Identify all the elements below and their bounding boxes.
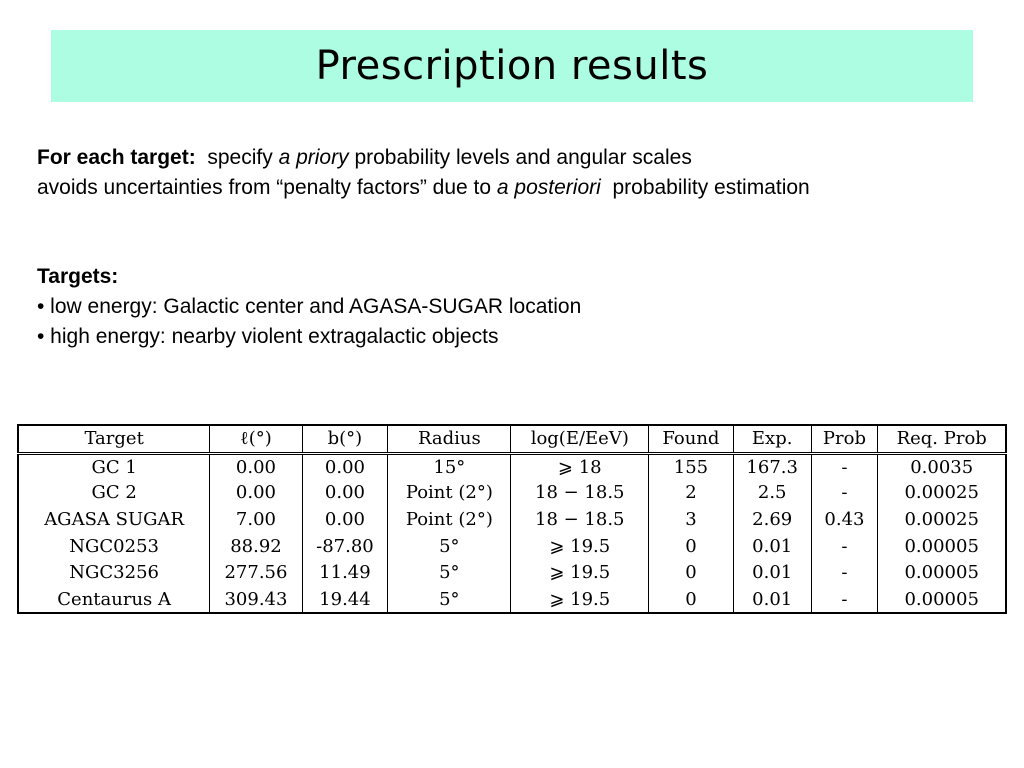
cell: 0.00005	[878, 586, 1006, 613]
intro-line-1	[37, 143, 810, 173]
cell: Point (2°)	[388, 480, 511, 507]
title-banner	[51, 30, 973, 102]
cell: 7.00	[210, 506, 302, 533]
cell: 0.00	[302, 453, 388, 480]
cell: Point (2°)	[388, 506, 511, 533]
intro-line1-b: probability levels and angular scales	[354, 146, 692, 169]
intro-line2-b: probability estimation	[612, 176, 810, 199]
intro-line1-a: specify	[207, 146, 273, 169]
cell: 0.00	[210, 480, 302, 507]
col-target: Target	[18, 425, 210, 453]
cell: 2.69	[733, 506, 811, 533]
cell: 155	[649, 453, 734, 480]
cell: NGC0253	[18, 533, 210, 560]
cell: 0.00005	[878, 533, 1006, 560]
cell: 277.56	[210, 560, 302, 587]
cell: 0	[649, 533, 734, 560]
cell: 0	[649, 586, 734, 613]
cell: -	[811, 453, 878, 480]
cell: 0.00	[210, 453, 302, 480]
intro-label: For each target:	[37, 146, 196, 169]
col-prob: Prob	[811, 425, 878, 453]
cell: 0.43	[811, 506, 878, 533]
cell: 2.5	[733, 480, 811, 507]
cell: ⩾ 19.5	[511, 533, 649, 560]
cell: GC 2	[18, 480, 210, 507]
cell: -	[811, 480, 878, 507]
cell: 88.92	[210, 533, 302, 560]
cell: 11.49	[302, 560, 388, 587]
cell: 309.43	[210, 586, 302, 613]
cell: 15°	[388, 453, 511, 480]
cell: 0.00005	[878, 560, 1006, 587]
col-exp: Exp.	[733, 425, 811, 453]
cell: -	[811, 560, 878, 587]
cell: -	[811, 533, 878, 560]
table-row	[18, 506, 1006, 533]
cell: ⩾ 19.5	[511, 586, 649, 613]
col-b: b(°)	[302, 425, 388, 453]
cell: 0	[649, 560, 734, 587]
cell: 0.01	[733, 533, 811, 560]
intro-paragraph	[37, 143, 810, 203]
cell: NGC3256	[18, 560, 210, 587]
cell: 0.01	[733, 560, 811, 587]
cell: 5°	[388, 533, 511, 560]
cell: 0.0035	[878, 453, 1006, 480]
cell: 0.01	[733, 586, 811, 613]
cell: 3	[649, 506, 734, 533]
cell: ⩾ 19.5	[511, 560, 649, 587]
cell: AGASA SUGAR	[18, 506, 210, 533]
intro-line2-a: avoids uncertainties from “penalty factors” due to	[37, 176, 492, 199]
cell: 167.3	[733, 453, 811, 480]
table-row	[18, 586, 1006, 613]
cell: GC 1	[18, 453, 210, 480]
cell: -87.80	[302, 533, 388, 560]
cell: 0.00	[302, 506, 388, 533]
intro-line2-italic: a posteriori	[496, 176, 601, 199]
cell: 18 − 18.5	[511, 480, 649, 507]
table-row	[18, 533, 1006, 560]
intro-line1-italic: a priory	[278, 146, 349, 169]
col-req-prob: Req. Prob	[878, 425, 1006, 453]
cell: 19.44	[302, 586, 388, 613]
table-row	[18, 453, 1006, 480]
targets-section	[37, 262, 581, 352]
cell: 0.00025	[878, 480, 1006, 507]
target-bullet-low: • low energy: Galactic center and AGASA-SUGAR location	[37, 295, 582, 318]
cell: 0.00025	[878, 506, 1006, 533]
col-energy: log(E/EeV)	[511, 425, 649, 453]
col-found: Found	[649, 425, 734, 453]
results-table	[17, 424, 1007, 614]
cell: ⩾ 18	[511, 453, 649, 480]
cell: 18 − 18.5	[511, 506, 649, 533]
col-l: ℓ(°)	[210, 425, 302, 453]
intro-line-2	[37, 173, 810, 203]
cell: -	[811, 586, 878, 613]
cell: Centaurus A	[18, 586, 210, 613]
table-row	[18, 480, 1006, 507]
slide-title: Prescription results	[315, 43, 709, 89]
targets-heading: Targets:	[37, 265, 119, 288]
cell: 2	[649, 480, 734, 507]
col-radius: Radius	[388, 425, 511, 453]
cell: 5°	[388, 586, 511, 613]
cell: 0.00	[302, 480, 388, 507]
target-bullet-high: • high energy: nearby violent extragalactic objects	[37, 325, 499, 348]
table-header-row	[18, 425, 1006, 453]
cell: 5°	[388, 560, 511, 587]
table-row	[18, 560, 1006, 587]
